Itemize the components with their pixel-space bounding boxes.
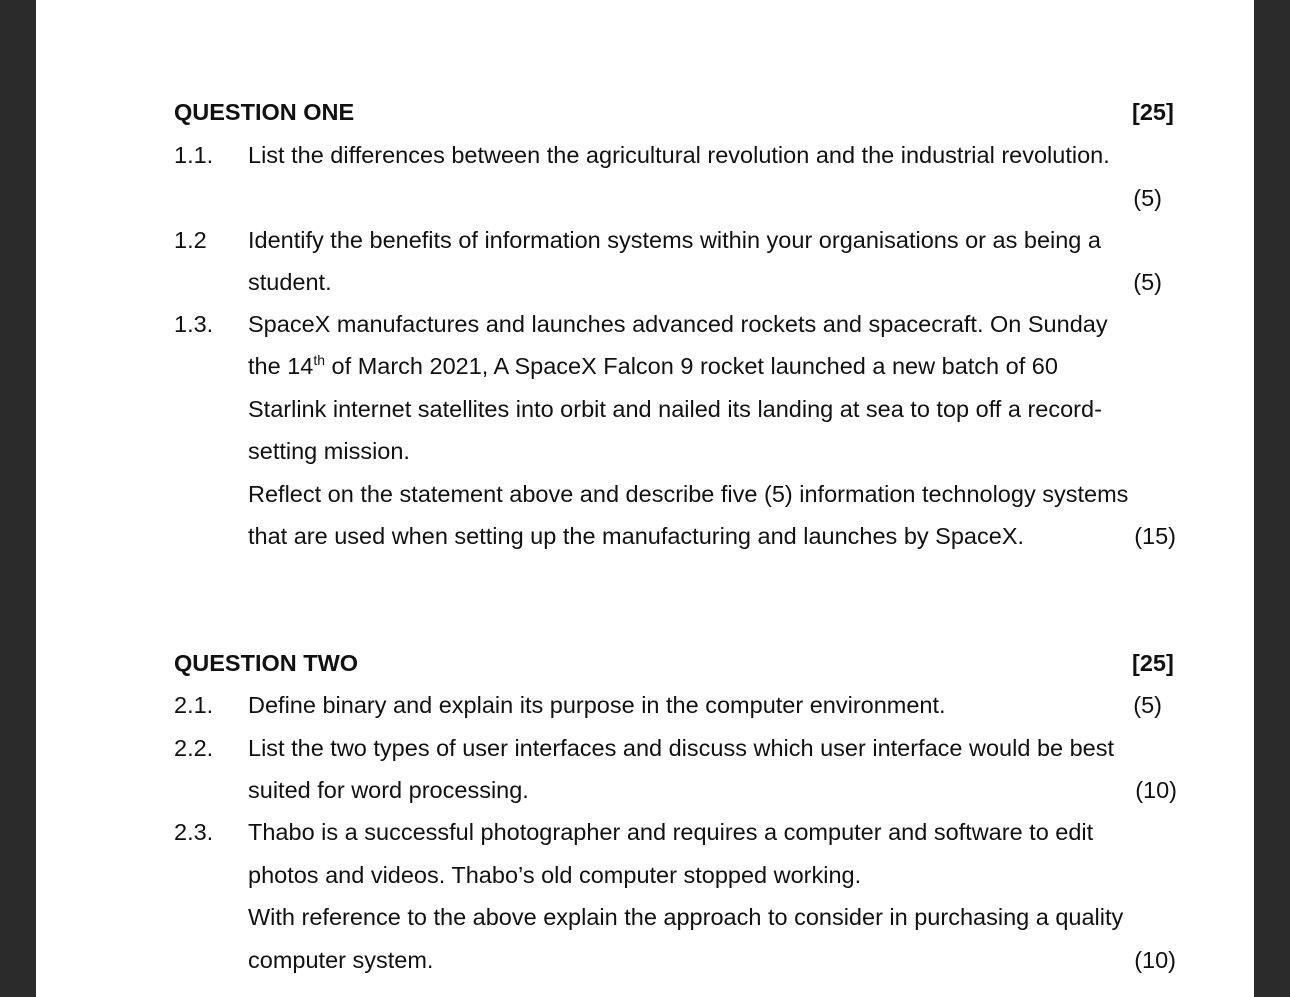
item-text-line: With reference to the above explain the approach to consider in purchasing a quality <box>248 904 1124 930</box>
item-text-line: suited for word processing. <box>248 777 529 803</box>
item-text-line: List the differences between the agricultural revolution and the industrial revolution. <box>248 142 1110 168</box>
item-number: 2.2. <box>174 735 214 761</box>
item-text-line: Starlink internet satellites into orbit and nailed its landing at sea to top off a record- <box>248 396 1102 422</box>
question-one-title: QUESTION ONE <box>174 99 355 125</box>
item-marks: (5) <box>1133 269 1162 295</box>
item-text-line: SpaceX manufactures and launches advanced rockets and spacecraft. On Sunday <box>248 311 1108 337</box>
item-marks: (15) <box>1134 523 1176 549</box>
item-text-line: computer system. <box>248 947 434 973</box>
item-text-line: Reflect on the statement above and describe five (5) information technology systems <box>248 481 1129 507</box>
question-one-total: [25] <box>1132 99 1174 125</box>
item-text-line: Thabo is a successful photographer and requires a computer and software to edit <box>248 819 1094 845</box>
ordinal-superscript: th <box>313 352 326 368</box>
item-marks: (5) <box>1133 692 1162 718</box>
item-text-line: List the two types of user interfaces and discuss which user interface would be best <box>248 735 1115 761</box>
item-number: 2.3. <box>174 819 214 845</box>
question-two-title: QUESTION TWO <box>174 650 359 676</box>
exam-questions <box>36 0 1254 997</box>
text-fragment: the 14 <box>248 353 314 379</box>
text-fragment: of March 2021, A SpaceX Falcon 9 rocket launched a new batch of 60 <box>325 353 1058 379</box>
item-text-line: student. <box>248 269 332 295</box>
item-text-line: Identify the benefits of information systems within your organisations or as being a <box>248 227 1101 253</box>
item-number: 1.3. <box>174 311 214 337</box>
item-marks: (10) <box>1134 947 1176 973</box>
item-marks: (10) <box>1135 777 1177 803</box>
document-page <box>36 0 1254 997</box>
item-text-line: that are used when setting up the manufacturing and launches by SpaceX. <box>248 523 1025 549</box>
item-number: 2.1. <box>174 692 214 718</box>
item-text-line: setting mission. <box>248 438 410 464</box>
item-marks: (5) <box>1133 185 1162 211</box>
question-two-total: [25] <box>1132 650 1174 676</box>
item-number: 1.1. <box>174 142 214 168</box>
item-text-line: Define binary and explain its purpose in the computer environment. <box>248 692 946 718</box>
item-text-line <box>248 352 1058 380</box>
item-text-line: photos and videos. Thabo’s old computer stopped working. <box>248 862 862 888</box>
item-number: 1.2 <box>174 227 207 253</box>
